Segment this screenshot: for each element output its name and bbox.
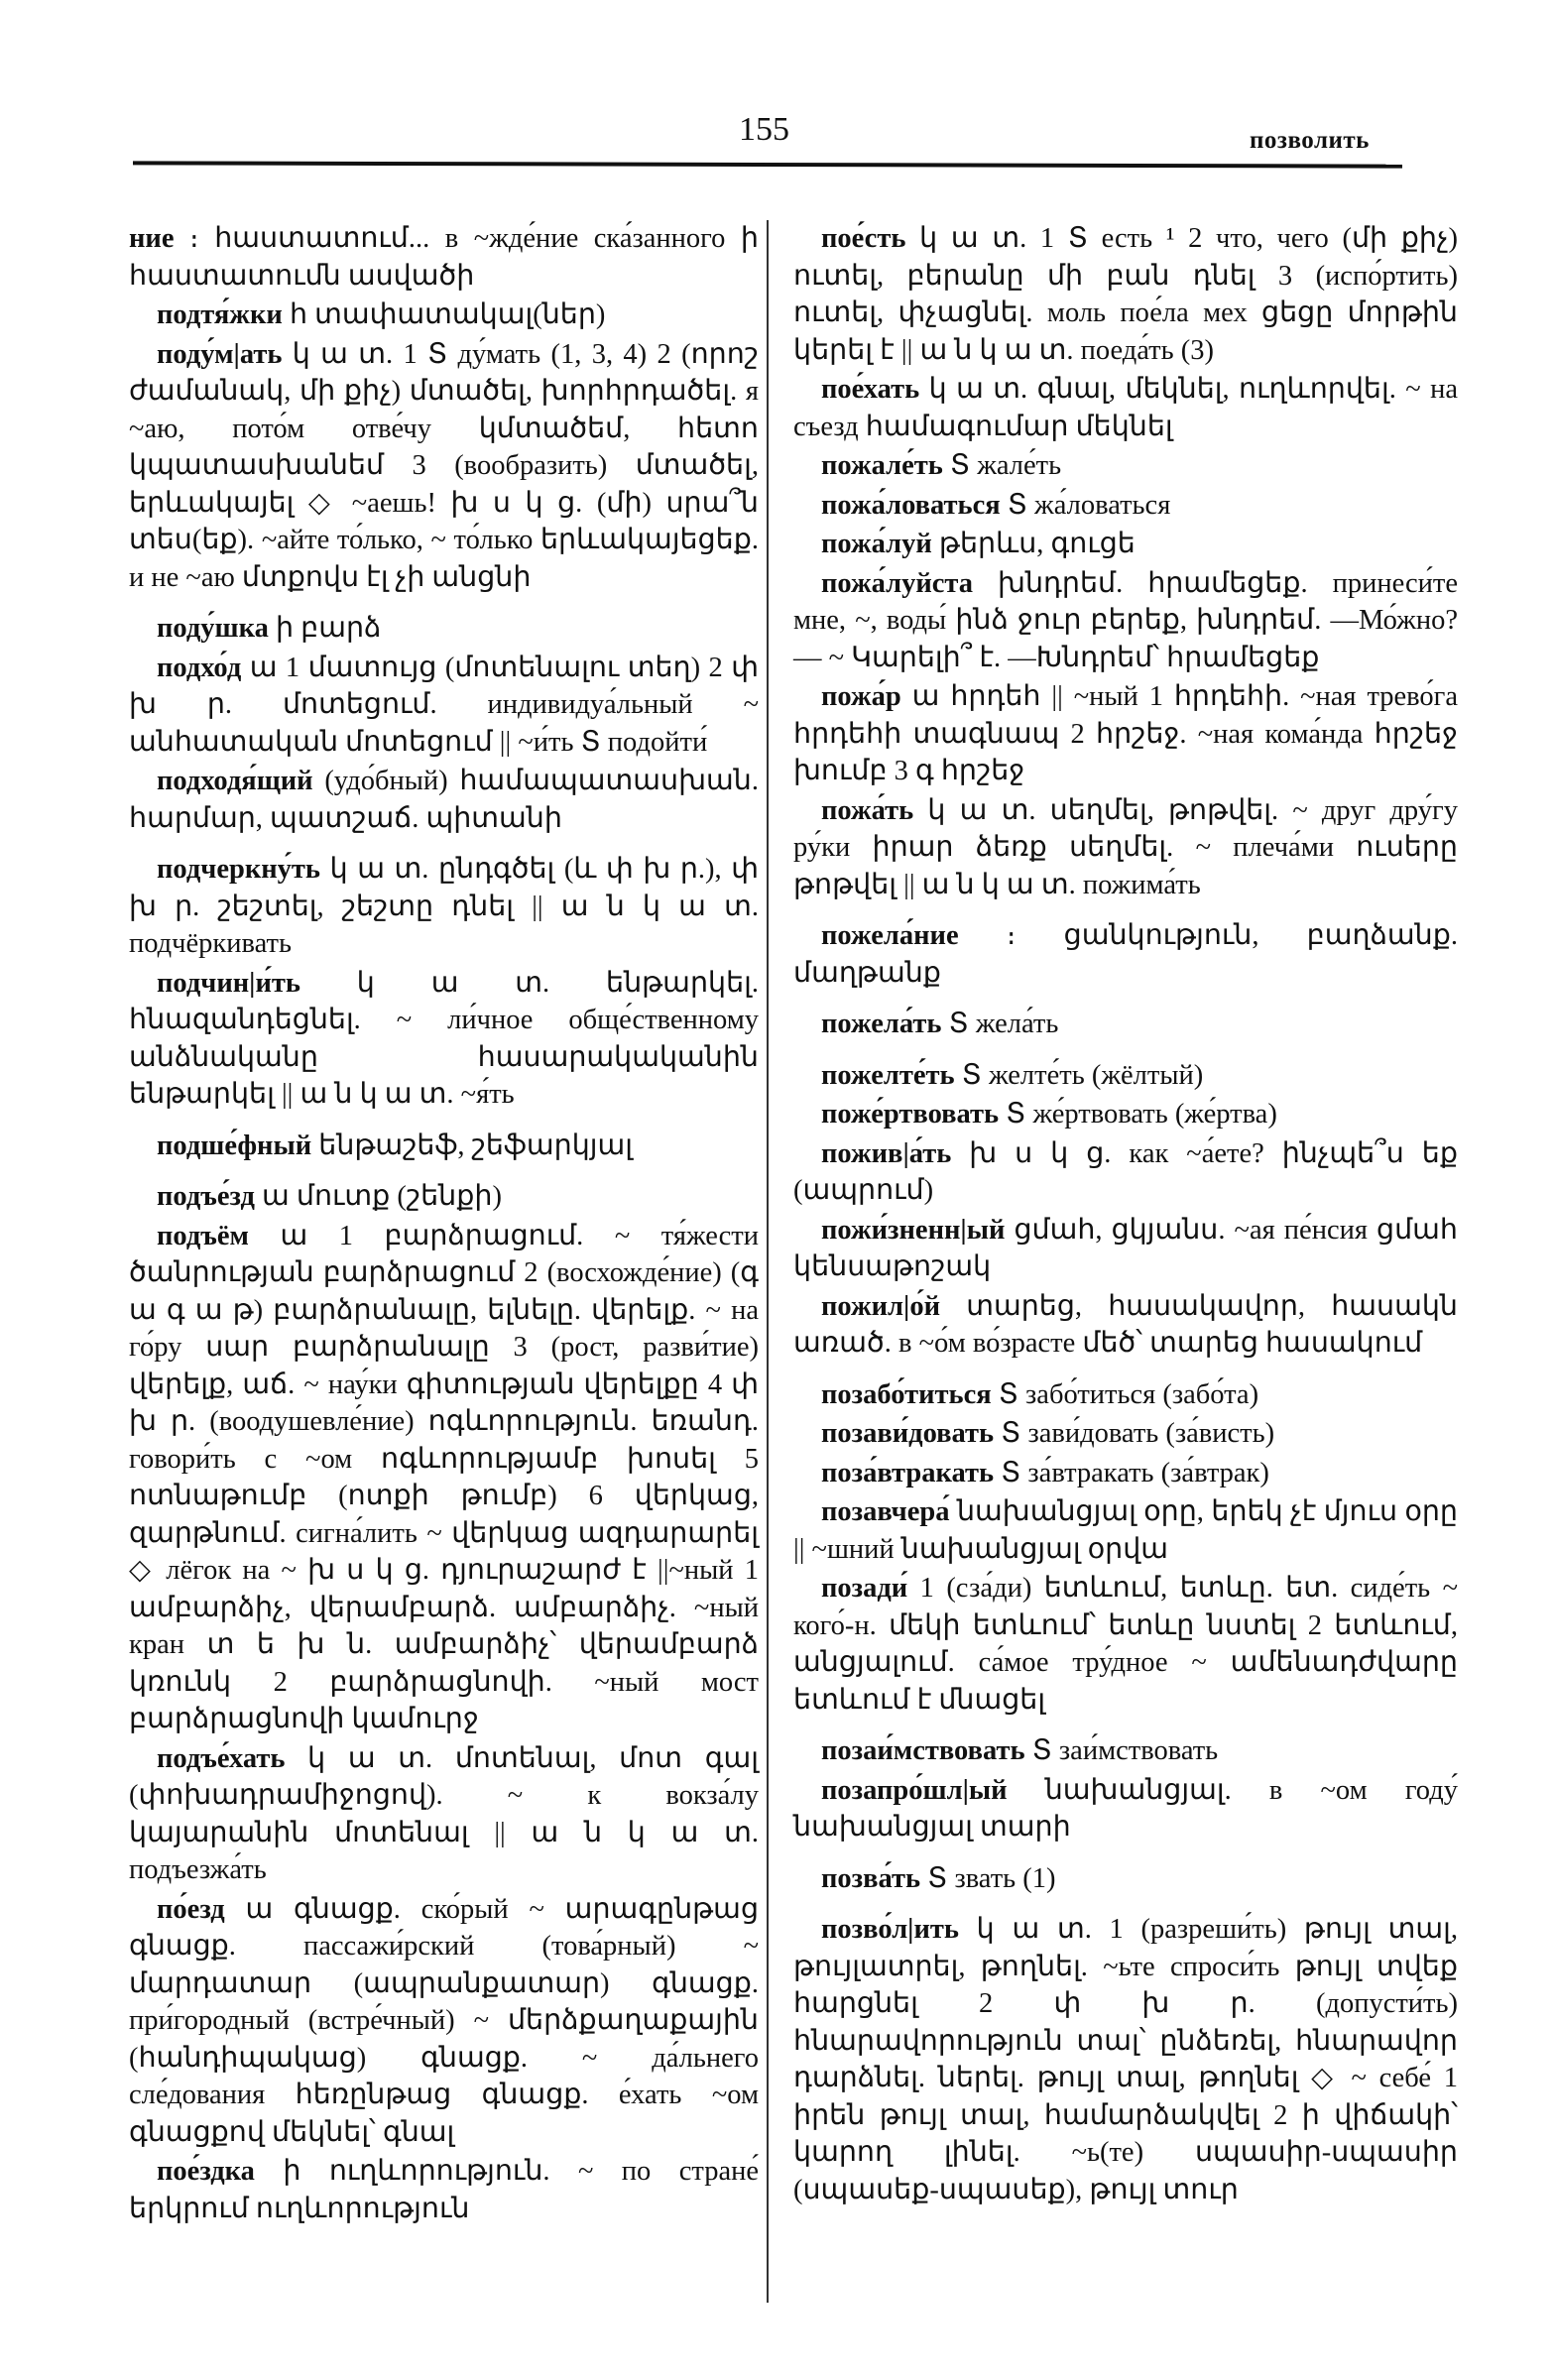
entry-definition: Տ забо́титься (забо́та) (991, 1378, 1259, 1410)
headword: позапро́шл|ый (821, 1774, 1008, 1806)
entry-definition: կ ա տ. 1 Տ есть ¹ 2 что, чего (մի քիչ) ուտել, բերանը մի բան դնել 3 (испо́ртить) ուտել, փչացնել. моль пое́ла мех ցեցը մորթին կերել է || ա ն կ ա տ. поеда́ть (3) (793, 223, 1458, 366)
headword: ние (129, 223, 175, 254)
headword: пожелте́ть (821, 1059, 955, 1091)
dictionary-entry (129, 1891, 759, 2152)
dictionary-entry (129, 336, 759, 597)
dictionary-entry (793, 526, 1458, 563)
dictionary-entry (793, 1212, 1458, 1286)
dictionary-entry (129, 1218, 759, 1738)
headword: позави́довать (821, 1418, 995, 1449)
entry-definition: կ ա տ. ընդգծել (և փ խ ր.), փ խ ր. շեշտել, շեշտը դնել || ա ն կ ա տ. подчёркивать (129, 854, 759, 959)
dictionary-entry (793, 792, 1458, 904)
headword: подтя́жки (157, 299, 283, 330)
entry-definition: ։ հաստատում... в ~жде́ние ска́занного ի հաստատումն ասվածի (129, 223, 759, 292)
entry-definition: Տ жа́ловаться (1000, 489, 1171, 521)
dictionary-entry (793, 1415, 1458, 1453)
entry-definition: Տ жела́ть (941, 1009, 1059, 1039)
entry-definition: ի բարձ (268, 613, 382, 644)
left-column (129, 220, 759, 2229)
entry-definition: թերևս, գուցե (931, 529, 1136, 559)
headword: пожа́ть (821, 794, 914, 826)
headword: подходя́щий (157, 766, 313, 796)
headword: по́езд (157, 1893, 225, 1925)
dictionary-entry (793, 487, 1458, 525)
dictionary-entry (129, 1740, 759, 1889)
entry-definition: կ ա տ. 1 (разреши́ть) թույլ տալ, թույլատրել, թողնել. ~ьте спроси́ть թույլ տվեք հարցնել 2 փ խ ր. (допусти́ть) հնարավորություն տալ՝ ընձեռել, հնարավոր դարձնել. ներել. թույլ տալ, թողնել ◇ ~ себе́ 1 իրեն թույլ տալ, համարձակվել 2 ի վիճակի՝ կարող լինել. ~ь(те) սպասիր-սպասիր (սպասեք-սպասեք), թույլ տուր (793, 1914, 1458, 2205)
entry-definition: ա 1 մատույց (մոտենալու տեղ) 2 փ խ ր. մոտեցում. индивидуа́льный ~ անհատական մոտեցում || ~и́ть Տ подойти́ (129, 652, 759, 758)
entry-definition: ենթաշեֆ, շեֆարկյալ (311, 1130, 634, 1161)
headword: пожи́зненн|ый (821, 1214, 1006, 1246)
dictionary-entry (129, 610, 759, 648)
headword: пожале́ть (821, 450, 943, 481)
headword: подхо́д (157, 652, 242, 683)
headword: позво́л|ить (821, 1914, 959, 1945)
headword: подъём (157, 1220, 249, 1251)
headword: пожил|о́й (821, 1290, 940, 1322)
dictionary-entry (129, 1128, 759, 1165)
headword: пожа́луйста (821, 567, 974, 599)
dictionary-entry (793, 1096, 1458, 1133)
entry-definition: Տ за́втракать (за́втрак) (994, 1457, 1269, 1488)
dictionary-entry (129, 965, 759, 1114)
dictionary-entry (793, 1860, 1458, 1898)
dictionary-entry (793, 565, 1458, 677)
entry-definition: հ տափատակալ(ներ) (282, 299, 606, 330)
dictionary-entry (129, 1178, 759, 1216)
dictionary-entry (793, 1288, 1458, 1363)
dictionary-entry (793, 1732, 1458, 1770)
entry-definition: ա 1 բարձրացում. ~ тя́жести ծանրության բարձրացում 2 (восхожде́ние) (գ ա գ ա թ) բարձրանալը, ելնելը. վերելք. ~ на го́ру սար բարձրանալը 3 (рост, разви́тие) վերելք, աճ. ~ нау́ки գիտության վերելքը 4 փ խ ր. (воодушевле́ние) ոգևորություն. եռանդ. говори́ть с ~ом ոգևորությամբ խոսել 5 ոտնաթումբ (ոտքի թումբ) 6 վերկաց, զարթնում. сигна́лить ~ վերկաց ազդարարել ◇ лёгок на ~ խ ս կ ց. դյուրաշարժ է ||~ный 1 ամբարձիչ, վերամբարձ. ամբարձիչ. ~ный кран տ ե խ ն. ամբարձիչ՝ վերամբարձ կռունկ 2 բարձրացնովի. ~ный мост բարձրացնովի կամուրջ (129, 1220, 759, 1734)
entry-definition: ա գնացք. ско́рый ~ արագընթաց գնացք. пассажи́рский (това́рный) ~ մարդատար (ապրանքատար) գնացք. при́городный (встре́чный) ~ մերձքաղաքային (հանդիպակաց) գնացք. ~ да́льнего сле́дования հեռընթաց գնացք. е́хать ~ом գնացքով մեկնել՝ գնալ (129, 1893, 759, 2148)
headword: позва́ть (821, 1862, 921, 1894)
headword: позаи́мствовать (821, 1735, 1025, 1766)
headword: поже́ртвовать (821, 1099, 1000, 1130)
dictionary-entry (129, 2153, 759, 2227)
headword: пое́хать (821, 374, 920, 405)
entry-definition: կ ա տ. սեղմել, թոթվել. ~ друг дру́гу ру́ки իրար ձեռք սեղմել. ~ плеча́ми ուսերը թոթվել || ա ն կ ա տ. пожима́ть (793, 794, 1458, 900)
headword: позабо́титься (821, 1378, 992, 1410)
headword: пое́сть (821, 223, 906, 254)
entry-definition: նախանցյալ. в ~ом году́ նախանցյալ տարի (793, 1774, 1458, 1843)
entry-definition: Տ же́ртвовать (же́ртва) (999, 1099, 1277, 1130)
dictionary-entry (793, 1772, 1458, 1846)
right-column (793, 220, 1458, 2210)
page-number: 155 (739, 111, 789, 148)
headword: пожа́р (821, 681, 901, 712)
headword: пожа́ловаться (821, 489, 1001, 521)
entry-definition: Տ желте́ть (жёлтый) (954, 1059, 1204, 1091)
headword: пожела́ть (821, 1009, 942, 1039)
entry-definition: կ ա տ. գնալ, մեկնել, ուղևորվել. ~ на съезд համագումար մեկնել (793, 374, 1458, 442)
headword: позади́ (821, 1573, 908, 1604)
dictionary-entry (129, 851, 759, 963)
entry-definition: Տ жале́ть (942, 450, 1062, 481)
headword: поду́м|ать (157, 338, 283, 370)
dictionary-entry (129, 763, 759, 837)
dictionary-entry (793, 1493, 1458, 1568)
dictionary-entry (793, 1911, 1458, 2208)
entry-definition: ի ուղևորություն. ~ по стране́ երկրում ուղևորություն (129, 2156, 759, 2224)
entry-definition: տարեց, հասակավոր, հասակն առած. в ~о́м во́зрасте մեծ՝ տարեց հասակում (793, 1290, 1458, 1359)
headword: поду́шка (157, 613, 269, 644)
entry-definition: խնդրեմ. հրամեցեք. принеси́те мне, ~, воды́ ինձ ջուր բերեք, խնդրեմ. —Мо́жно? — ~ Կարելի՞ է. —Խնդրեմ՝ հրամեցեք (793, 567, 1458, 673)
dictionary-entry (793, 1376, 1458, 1414)
dictionary-entry (793, 1057, 1458, 1095)
dictionary-entry (793, 371, 1458, 445)
headword: подше́фный (157, 1130, 312, 1161)
headword: пожив|а́ть (821, 1137, 952, 1169)
dictionary-entry (129, 220, 759, 295)
dictionary-entry (793, 220, 1458, 369)
headword: поза́втракать (821, 1457, 995, 1488)
dictionary-entry (793, 447, 1458, 485)
dictionary-entry (793, 1455, 1458, 1492)
dictionary-entry (793, 917, 1458, 992)
header-rule (133, 161, 1402, 168)
entry-definition: Տ зави́довать (за́висть) (994, 1418, 1275, 1449)
entry-definition: Տ заи́мствовать (1024, 1735, 1219, 1766)
dictionary-entry (129, 297, 759, 334)
entry-definition: Տ звать (1) (920, 1862, 1056, 1894)
entry-definition: ։ ցանկություն, բաղձանք. մաղթանք (793, 920, 1458, 989)
headword: пое́здка (157, 2156, 255, 2187)
dictionary-entry (793, 1006, 1458, 1043)
column-divider (767, 220, 769, 2303)
entry-definition: խ ս կ ց. как ~а́ете? ինչպե՞ս եք (ապրում) (793, 1137, 1458, 1206)
entry-definition: կ ա տ. 1 Տ ду́мать (1, 3, 4) 2 (որոշ ժամանակ, մի քիչ) մտածել, խորհրդածել. я ~аю, пото́м отве́чу կմտածեմ, հետո կպատասխանեմ 3 (вообразить) մտածել, երևակայել ◇ ~аешь! խ ս կ ց. (մի) սրա՞ն տես(եք). ~айте то́лько, ~ то́лько երևակայեցեք. и не ~аю մտքովս էլ չի անցնի (129, 338, 759, 593)
entry-definition: (удо́бный) համապատասխան. հարմար, պատշաճ. պիտանի (129, 766, 759, 834)
headword: подъе́хать (157, 1742, 286, 1774)
headword: пожа́луй (821, 529, 932, 559)
headword: подъе́зд (157, 1181, 255, 1212)
headword: подчин|и́ть (157, 967, 300, 999)
headword: пожела́ние (821, 920, 959, 951)
dictionary-entry (793, 1570, 1458, 1719)
entry-definition: կ ա տ. մոտենալ, մոտ գալ (փոխադրամիջոցով). ~ к вокза́лу կայարանին մոտենալ || ա ն կ ա տ. подъезжа́ть (129, 1742, 759, 1885)
dictionary-entry (793, 1135, 1458, 1210)
entry-definition: նախանցյալ օրը, երեկ չէ մյուս օրը || ~шний նախանցյալ օրվա (793, 1496, 1458, 1565)
entry-definition: 1 (сза́ди) ետևում, ետևը. ետ. сиде́ть ~ кого́-н. մեկի ետևում՝ ետևը նստել 2 ետևում, անցյալում. са́мое тру́дное ~ ամենադժվարը ետևում է մնացել (793, 1573, 1458, 1716)
entry-definition: ցմահ, ցկյանս. ~ая пе́нсия ցմահ կենսաթոշակ (793, 1214, 1458, 1282)
dictionary-entry (129, 650, 759, 762)
running-head: позволить (1250, 127, 1370, 154)
entry-definition: ա հրդեհ || ~ный 1 հրդեհի. ~ная трево́га հրդեհի տագնապ 2 հրշեջ. ~ная кома́нда հրշեջ խումբ 3 գ հրշեջ (793, 681, 1458, 786)
headword: подчеркну́ть (157, 854, 321, 885)
entry-definition: կ ա տ. ենթարկել. հնազանդեցնել. ~ ли́чное обще́ственному անձնականը հասարակականին ենթարկել || ա ն կ ա տ. ~я́ть (129, 967, 759, 1110)
headword: позавчера́ (821, 1496, 950, 1527)
dictionary-entry (793, 678, 1458, 790)
entry-definition: ա մուտք (շենքի) (254, 1181, 502, 1212)
